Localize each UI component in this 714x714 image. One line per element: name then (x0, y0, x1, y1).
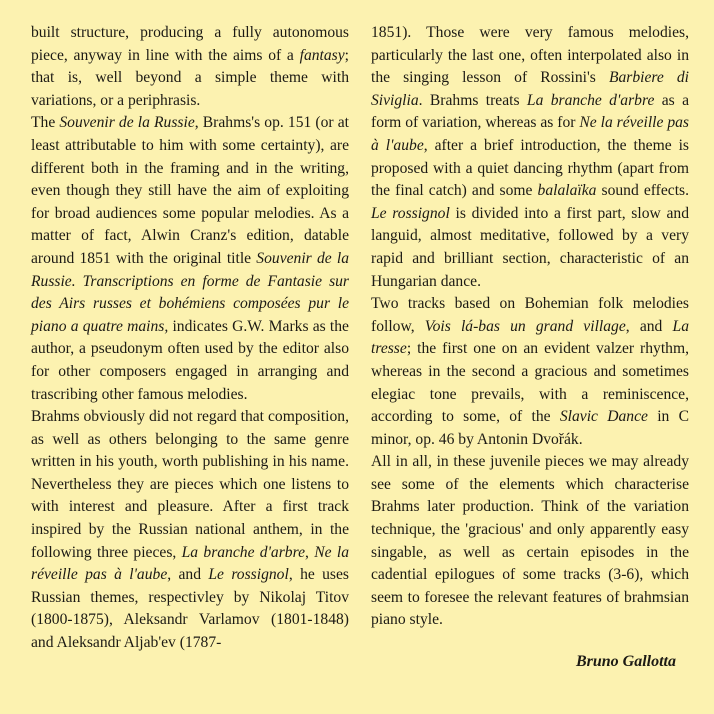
text-run: . Brahms treats (418, 91, 527, 109)
italic-text: Souvenir de la Russie (59, 114, 195, 132)
italic-text: La branche d'arbre (181, 543, 306, 561)
text-run: is divided into a first part, slow and languid, almost meditative, followed by a very rapid and brilliant section, characteristic of an Hungarian dance. (371, 204, 689, 290)
text-run: The (31, 114, 60, 132)
text-run: , Brahms's op. 151 (or at least attributable to him with some certainty), are different both in the framing and in the writing, even though they still have the aim of exploiting for broad audiences some popular melodies. As a matter of fact, Alwin Cranz's edition, datable around 1851 with the original title (31, 114, 349, 267)
text-run: 1851). Those were very famous melodies, particularly the last one, often interpolated also in the singing lesson of Rossini's (371, 24, 689, 87)
italic-text: La branche d'arbre (526, 91, 655, 109)
text-run: as a form of variation, whereas as for (371, 91, 689, 132)
text-run: Two tracks based on Bohemian folk melodies follow, (371, 295, 689, 335)
italic-text: fantasy (299, 46, 345, 64)
italic-text: Souvenir de la Russie. Transcriptions en forme de Fantasie sur des Airs russes et bohémiens composées pur le piano a quatre mains, (31, 249, 349, 335)
paragraph (31, 112, 349, 406)
text-run: Brahms obviously did not regard that composition, as well as others belonging to the same genre written in his youth, worth publishing in his name. Nevertheless they are pieces which one listens to with interest and pleasure. After a first track inspired by the Russian national anthem, in the following three pieces, (31, 408, 349, 561)
left-column (31, 22, 349, 655)
text-run: ; that is, well beyond a simple theme with variations, or a periphrasis. (31, 46, 349, 109)
text-run: in C minor, op. 46 by Antonin Dvořák. (371, 408, 690, 448)
text-run: , he uses Russian themes, respectivley by Nikolaj Titov (1800-1875), Aleksandr Varlamov (1801-1848) and Aleksandr Aljab'ev (1787- (31, 566, 349, 652)
text-run: built structure, producing a fully autonomous piece, anyway in line with the aims of a (31, 24, 349, 64)
text-run: , and (625, 317, 673, 335)
text-run: ; the first one on an evident valzer rhythm, whereas in the second a gracious and sometimes elegiac tone prevails, with a reminiscence, according to some, of the (371, 340, 689, 426)
text-run: sound effects. (596, 182, 689, 200)
paragraph (371, 451, 689, 632)
italic-text: Barbiere di Siviglia (371, 69, 689, 109)
text-run: , after a brief introduction, the theme is proposed with a quiet dancing rhythm (apart from the final catch) and some (371, 136, 689, 200)
italic-text: Le rossignol (371, 204, 450, 222)
italic-text: Ne la réveille pas à l'aube (371, 114, 689, 154)
italic-text: Vois lá-bas un grand village (424, 317, 626, 335)
paragraph (31, 406, 349, 655)
paragraph (371, 22, 689, 293)
paragraph (371, 293, 689, 451)
right-column (371, 22, 689, 632)
italic-text: balalaïka (537, 182, 597, 200)
text-run: , and (167, 566, 209, 584)
italic-text: Slavic Dance (559, 408, 648, 426)
author-signature: Bruno Gallotta (575, 653, 676, 670)
text-run: indicates G.W. Marks as the author, a pseudonym often used by the editor also for other composers engaged in arranging and trascribing other famous melodies. (31, 317, 349, 403)
text-run: , (305, 543, 315, 561)
text-run: All in all, in these juvenile pieces we may already see some of the elements which characterise Brahms later production. Think of the variation technique, the 'gracious' and only apparently easy singable, as well as certain episodes in the cadential epilogues of some tracks (3-6), which seem to foresee the relevant features of brahmsian piano style. (371, 453, 689, 629)
paragraph (31, 22, 349, 112)
italic-text: Ne la réveille pas à l'aube (31, 543, 349, 584)
italic-text: La tresse (371, 317, 689, 358)
italic-text: Le rossignol (208, 566, 289, 584)
